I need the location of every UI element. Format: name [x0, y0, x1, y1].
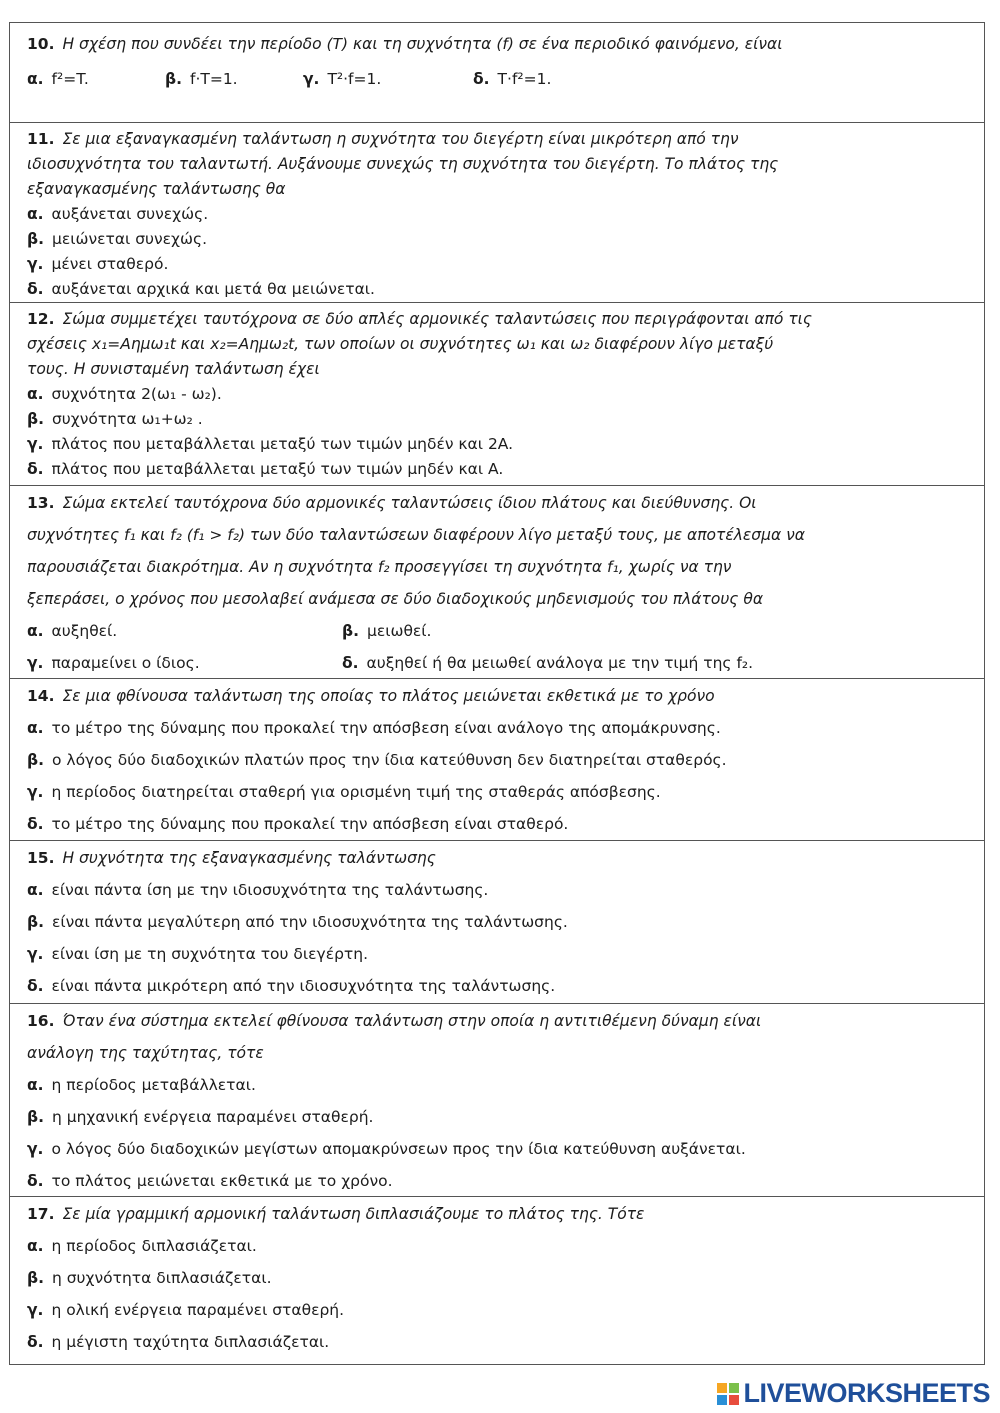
option-d[interactable]: δ. το πλάτος μειώνεται εκθετικά με το χρόνο. [27, 1172, 393, 1190]
question-text: Η σχέση που συνδέει την περίοδο (T) και τη συχνότητα (f) σε ένα περιοδικό φαινόμενο, είναι [62, 35, 783, 53]
option-b[interactable]: β. η μηχανική ενέργεια παραμένει σταθερή. [27, 1108, 374, 1126]
option-a[interactable]: α. η περίοδος μεταβάλλεται. [27, 1076, 256, 1094]
option-c[interactable]: γ. η περίοδος διατηρείται σταθερή για ορισμένη τιμή της σταθεράς απόσβεσης. [27, 783, 661, 801]
divider [9, 485, 985, 486]
question-text: Σε μια εξαναγκασμένη ταλάντωση η συχνότητα του διεγέρτη είναι μικρότερη από την ιδιοσυχνότητα του ταλαντωτή. Αυξάνουμε συνεχώς τη συχνότητα του διεγέρτη. Το πλάτος της εξαναγκασμένης ταλάντωσης θα [27, 130, 779, 198]
question-number: 15. [27, 849, 55, 867]
question-number: 13. [27, 494, 55, 512]
question-13 [27, 487, 817, 679]
logo-text: LIVEWORKSHEETS [743, 1378, 990, 1408]
logo-square [717, 1395, 727, 1405]
option-d[interactable]: δ. η μέγιστη ταχύτητα διπλασιάζεται. [27, 1333, 330, 1351]
liveworksheets-logo[interactable] [717, 1378, 990, 1409]
option-b[interactable]: β. συχνότητα ω₁+ω₂ . [27, 410, 203, 428]
option-c[interactable]: γ. μένει σταθερό. [27, 255, 169, 273]
divider [9, 1003, 985, 1004]
question-12 [27, 307, 817, 482]
option-c[interactable]: γ. παραμείνει ο ίδιος. [27, 654, 200, 672]
question-16 [27, 1005, 817, 1197]
option-a[interactable]: α. αυξάνεται συνεχώς. [27, 205, 209, 223]
option-c[interactable]: γ. ο λόγος δύο διαδοχικών μεγίστων απομακρύνσεων προς την ίδια κατεύθυνση αυξάνεται. [27, 1140, 746, 1158]
option-c[interactable]: γ. είναι ίση με τη συχνότητα του διεγέρτη. [27, 945, 368, 963]
option-b[interactable]: β. η συχνότητα διπλασιάζεται. [27, 1269, 272, 1287]
option-a[interactable]: α. η περίοδος διπλασιάζεται. [27, 1237, 257, 1255]
logo-square [717, 1383, 727, 1393]
question-text: Σε μία γραμμική αρμονική ταλάντωση διπλασιάζουμε το πλάτος της. Τότε [62, 1205, 645, 1223]
question-number: 16. [27, 1012, 55, 1030]
option-a[interactable]: α. αυξηθεί. [27, 622, 118, 640]
option-c[interactable]: γ. T²·f=1. [303, 70, 382, 88]
option-d[interactable]: δ. αυξηθεί ή θα μειωθεί ανάλογα με την τιμή της f₂. [342, 654, 754, 672]
option-b[interactable]: β. είναι πάντα μεγαλύτερη από την ιδιοσυχνότητα της ταλάντωσης. [27, 913, 568, 931]
divider [9, 840, 985, 841]
question-number: 12. [27, 310, 55, 328]
question-15 [27, 842, 817, 1002]
option-a[interactable]: α. f²=T. [27, 70, 89, 88]
logo-mark-icon [717, 1383, 739, 1405]
question-text: Η συχνότητα της εξαναγκασμένης ταλάντωσης [62, 849, 436, 867]
option-b[interactable]: β. μειώνεται συνεχώς. [27, 230, 207, 248]
option-b[interactable]: β. μειωθεί. [342, 622, 432, 640]
option-d[interactable]: δ. το μέτρο της δύναμης που προκαλεί την απόσβεση είναι σταθερό. [27, 815, 569, 833]
question-number: 11. [27, 130, 55, 148]
option-a[interactable]: α. είναι πάντα ίση με την ιδιοσυχνότητα της ταλάντωσης. [27, 881, 489, 899]
logo-square [729, 1395, 739, 1405]
question-text: Όταν ένα σύστημα εκτελεί φθίνουσα ταλάντωση στην οποία η αντιτιθέμενη δύναμη είναι ανάλογη της ταχύτητας, τότε [27, 1012, 762, 1062]
divider [810, 22, 985, 23]
option-c[interactable]: γ. η ολική ενέργεια παραμένει σταθερή. [27, 1301, 345, 1319]
question-number: 10. [27, 35, 55, 53]
option-a[interactable]: α. το μέτρο της δύναμης που προκαλεί την απόσβεση είναι ανάλογο της απομάκρυνσης. [27, 719, 721, 737]
question-text: Σε μια φθίνουσα ταλάντωση της οποίας το πλάτος μειώνεται εκθετικά με το χρόνο [62, 687, 715, 705]
question-number: 17. [27, 1205, 55, 1223]
question-17 [27, 1198, 817, 1358]
option-d[interactable]: δ. πλάτος που μεταβάλλεται μεταξύ των τιμών μηδέν και A. [27, 460, 504, 478]
question-number: 14. [27, 687, 55, 705]
option-b[interactable]: β. ο λόγος δύο διαδοχικών πλατών προς την ίδια κατεύθυνση δεν διατηρείται σταθερός. [27, 751, 727, 769]
question-11 [27, 127, 817, 302]
divider [9, 302, 985, 303]
question-text: Σώμα συμμετέχει ταυτόχρονα σε δύο απλές αρμονικές ταλαντώσεις που περιγράφονται από τις σχέσεις x₁=Aημω₁t και x₂=Aημω₂t, των οποίων οι συχνότητες ω₁ και ω₂ διαφέρουν λίγο μεταξύ τους. Η συνισταμένη ταλάντωση έχει [27, 310, 812, 378]
question-10 [27, 32, 817, 92]
divider [9, 122, 985, 123]
question-14 [27, 680, 817, 840]
question-text: Σώμα εκτελεί ταυτόχρονα δύο αρμονικές ταλαντώσεις ίδιου πλάτους και διεύθυνσης. Οι συχνότητες f₁ και f₂ (f₁ > f₂) των δύο ταλαντώσεων διαφέρουν λίγο μεταξύ τους, με αποτέλεσμα να παρουσιάζεται διακρότημα. Αν η συχνότητα f₂ προσεγγίσει τη συχνότητα f₁, χωρίς να την ξεπεράσει, ο χρόνος που μεσολαβεί ανάμεσα σε δύο διαδοχικούς μηδενισμούς του πλάτους θα [27, 494, 806, 608]
option-a[interactable]: α. συχνότητα 2(ω₁ - ω₂). [27, 385, 222, 403]
option-c[interactable]: γ. πλάτος που μεταβάλλεται μεταξύ των τιμών μηδέν και 2A. [27, 435, 514, 453]
option-d[interactable]: δ. T·f²=1. [473, 70, 552, 88]
option-b[interactable]: β. f·T=1. [165, 70, 238, 88]
logo-square [729, 1383, 739, 1393]
option-d[interactable]: δ. είναι πάντα μικρότερη από την ιδιοσυχνότητα της ταλάντωσης. [27, 977, 556, 995]
option-d[interactable]: δ. αυξάνεται αρχικά και μετά θα μειώνεται. [27, 280, 375, 298]
